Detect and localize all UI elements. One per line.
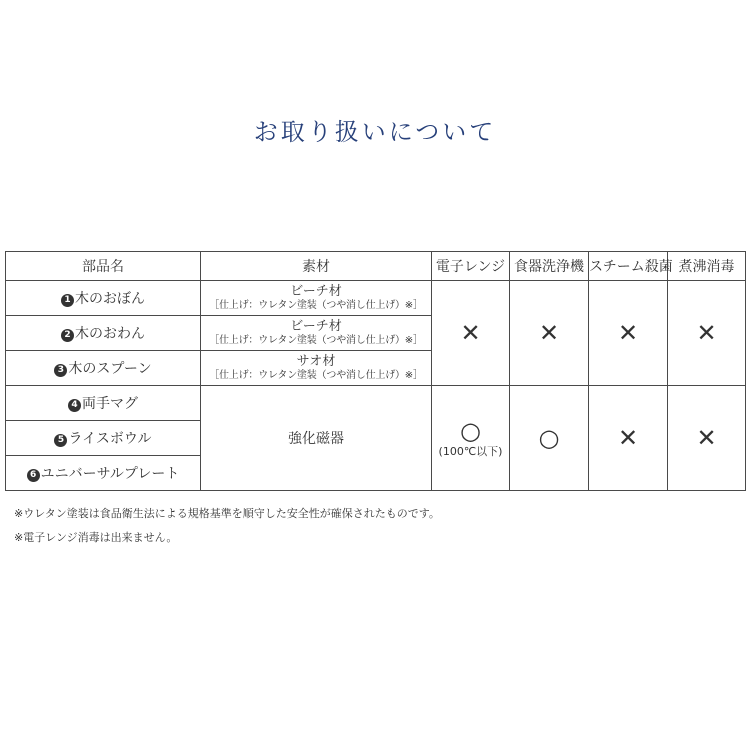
header-boiling-disinfection: 煮沸消毒 <box>668 252 746 281</box>
cross-mark: ✕ <box>538 319 560 347</box>
material-cell <box>201 281 432 316</box>
header-microwave: 電子レンジ <box>432 252 510 281</box>
part-name: 木のおわん <box>75 326 145 342</box>
cross-mark: ✕ <box>617 424 639 452</box>
care-table <box>5 251 746 491</box>
part-name-cell <box>6 351 201 386</box>
cross-mark: ✕ <box>696 424 717 452</box>
number-badge: 6 <box>27 469 40 482</box>
footnote-microwave: ※電子レンジ消毒は出来ません。 <box>14 531 178 544</box>
wood-boiling-cell <box>668 281 746 386</box>
wood-microwave-cell <box>432 281 510 386</box>
part-name: ユニバーサルプレート <box>40 466 180 482</box>
ceramic-steam-cell <box>589 386 668 491</box>
page-title: お取り扱いについて <box>253 118 497 146</box>
table-row <box>6 386 746 421</box>
microwave-note: (100℃以下) <box>438 444 503 458</box>
material-cell <box>201 316 432 351</box>
ceramic-dishwasher-cell <box>510 386 589 491</box>
table-header-row <box>6 252 746 281</box>
number-badge: 1 <box>61 294 74 307</box>
footnote-urethane: ※ウレタン塗装は食品衛生法による規格基準を順守した安全性が確保されたものです。 <box>14 507 440 520</box>
footnotes <box>14 502 440 550</box>
part-name-cell <box>6 281 201 316</box>
number-badge: 4 <box>68 399 81 412</box>
header-steam-sterilization: スチーム殺菌 <box>589 252 668 281</box>
ceramic-boiling-cell <box>668 386 746 491</box>
cross-mark: ✕ <box>617 319 639 347</box>
number-badge: 2 <box>61 329 74 342</box>
material-name: 強化磁器 <box>288 431 344 447</box>
part-name-cell <box>6 386 201 421</box>
material-finish: ［仕上げ：ウレタン塗装（つや消し仕上げ）※］ <box>209 335 423 346</box>
material-name: ビーチ材 <box>290 319 342 334</box>
circle-mark: ○ <box>460 416 481 445</box>
table-row <box>6 281 746 316</box>
circle-mark: ○ <box>538 424 560 452</box>
number-badge: 3 <box>54 364 67 377</box>
material-name: ビーチ材 <box>290 284 342 299</box>
header-part-name: 部品名 <box>6 252 201 281</box>
material-cell <box>201 351 432 386</box>
material-finish: ［仕上げ：ウレタン塗装（つや消し仕上げ）※］ <box>209 300 423 311</box>
part-name-cell <box>6 316 201 351</box>
part-name-cell <box>6 456 201 491</box>
number-badge: 5 <box>54 434 67 447</box>
material-finish: ［仕上げ：ウレタン塗装（つや消し仕上げ）※］ <box>209 370 423 381</box>
header-dishwasher: 食器洗浄機 <box>510 252 589 281</box>
part-name: ライスボウル <box>68 431 152 447</box>
ceramic-material-cell <box>201 386 432 491</box>
wood-dishwasher-cell <box>510 281 589 386</box>
part-name: 木のおぼん <box>75 291 145 307</box>
header-material: 素材 <box>201 252 432 281</box>
material-name: サオ材 <box>296 354 336 369</box>
part-name: 両手マグ <box>82 396 138 412</box>
cross-mark: ✕ <box>696 319 717 347</box>
part-name-cell <box>6 421 201 456</box>
ceramic-microwave-cell <box>432 386 510 491</box>
part-name: 木のスプーン <box>68 361 152 377</box>
wood-steam-cell <box>589 281 668 386</box>
cross-mark: ✕ <box>460 319 481 347</box>
